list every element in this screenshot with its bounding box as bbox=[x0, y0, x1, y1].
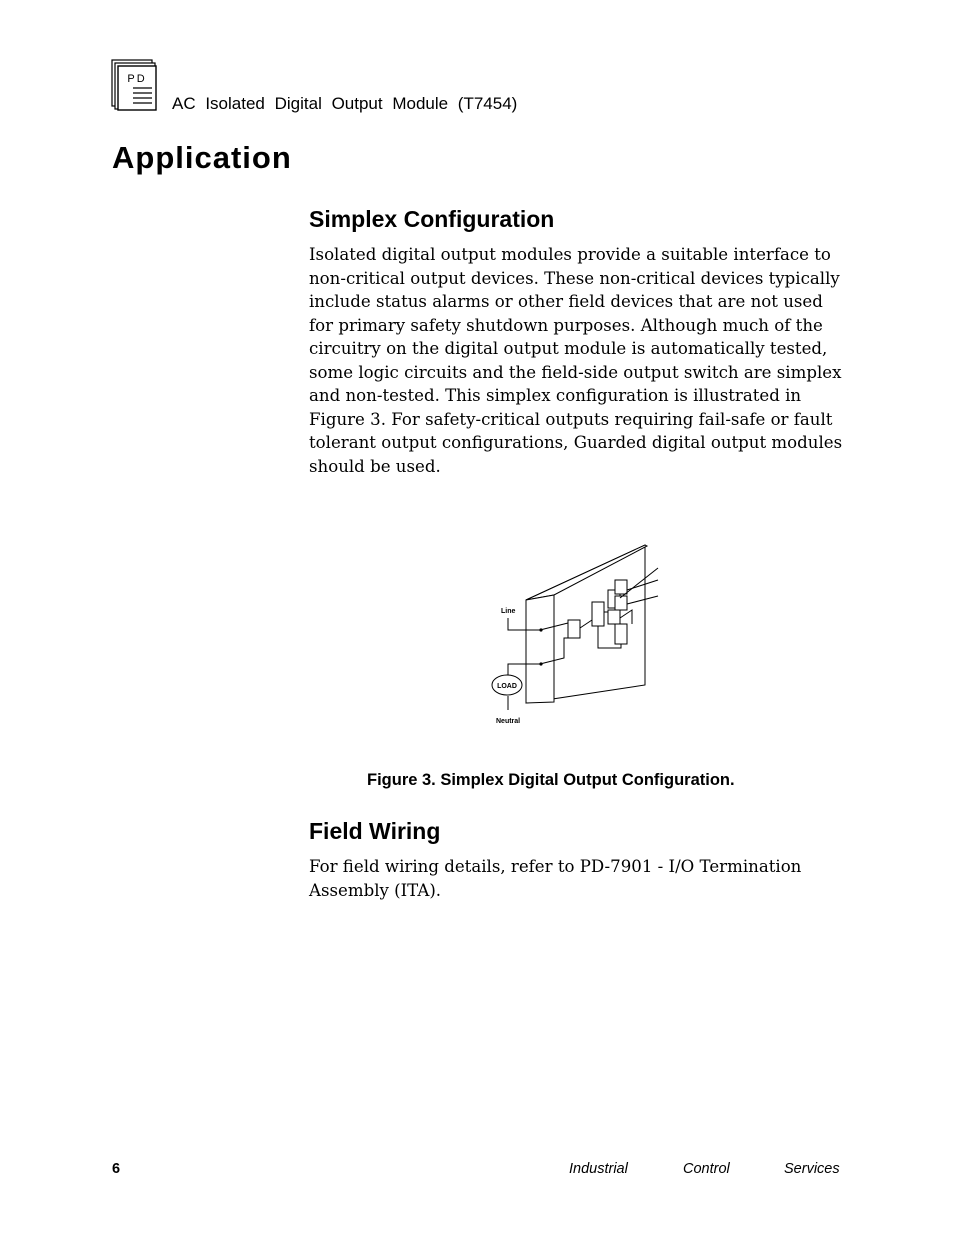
logo-text: PD bbox=[127, 73, 147, 85]
field-wiring-body: For field wiring details, refer to PD-7901 - I/O Termination Assembly (ITA). bbox=[309, 857, 802, 900]
circuit-block bbox=[615, 596, 627, 610]
document-header-title: AC Isolated Digital Output Module (T7454) bbox=[172, 94, 518, 113]
simplex-configuration-heading: Simplex Configuration bbox=[309, 206, 555, 232]
module-side-face bbox=[526, 595, 554, 703]
circuit-block bbox=[592, 602, 604, 626]
footer-company-word: Industrial bbox=[569, 1161, 628, 1177]
pd-document-logo-icon bbox=[110, 58, 158, 112]
circuit-block bbox=[615, 624, 627, 644]
circuit-block bbox=[568, 620, 580, 638]
simplex-output-diagram bbox=[490, 540, 665, 730]
footer-company-word: Services bbox=[784, 1161, 840, 1177]
neutral-label: Neutral bbox=[496, 718, 521, 725]
field-wiring-heading: Field Wiring bbox=[309, 818, 441, 844]
footer-page-number: 6 bbox=[112, 1161, 121, 1177]
figure-caption: Figure 3. Simplex Digital Output Configuration. bbox=[367, 771, 735, 789]
footer-company-name bbox=[569, 1161, 840, 1177]
circuit-block bbox=[615, 580, 627, 594]
circuit-block bbox=[608, 610, 620, 624]
footer-company-word: Control bbox=[683, 1161, 730, 1177]
page-heading: Application bbox=[112, 140, 292, 175]
line-label: Line bbox=[501, 608, 516, 615]
load-label: LOAD bbox=[497, 683, 517, 690]
simplex-configuration-body: Isolated digital output modules provide a suitable interface to non-critical output devices. These non-critical devices typically include status alarms or other field devices that are not used for primary safety shutdown purposes. Although much of the circuitry on the digital output module is automatically tested, some logic circuits and the field-side output switch are simplex and non-tested. This simplex configuration is illustrated in Figure 3. For safety-critical outputs requiring fail-safe or fault tolerant output configurations, Guarded digital output modules should be used. bbox=[309, 245, 843, 476]
